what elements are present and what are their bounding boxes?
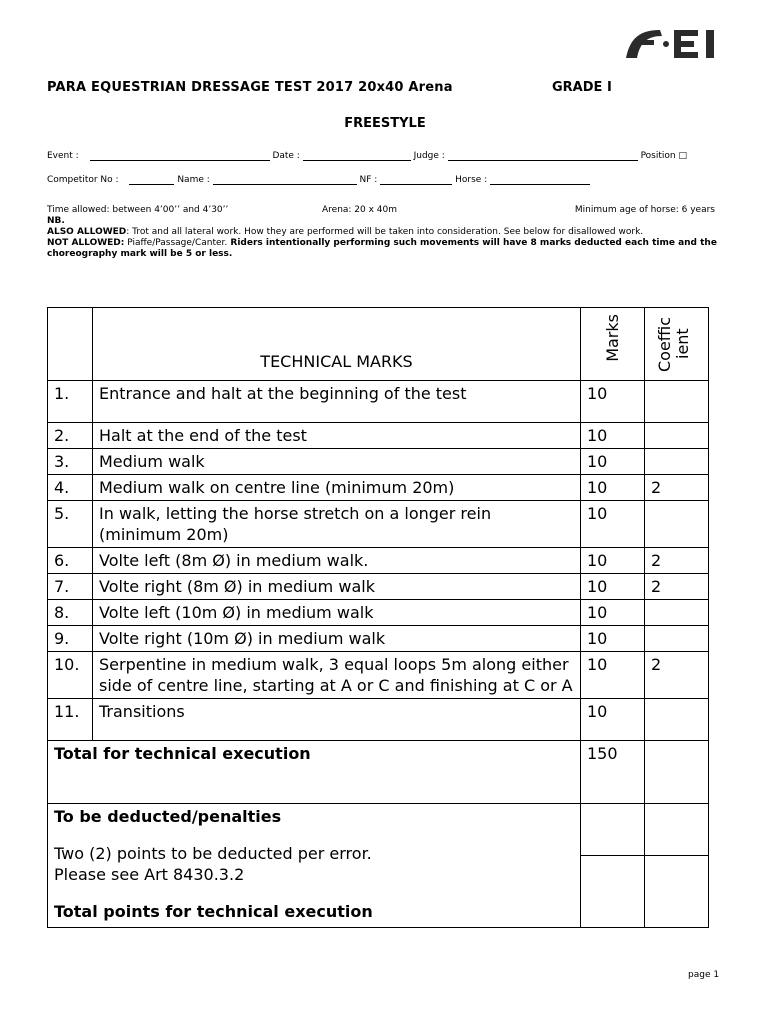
row-no: 5. bbox=[48, 501, 93, 548]
row-marks: 10 bbox=[581, 423, 645, 449]
row-movement: Serpentine in medium walk, 3 equal loops 5m along either side of centre line, starting at A or C and finishing at C or A bbox=[93, 652, 581, 699]
also-allowed bbox=[47, 227, 719, 238]
row-marks: 10 bbox=[581, 449, 645, 475]
row-marks: 10 bbox=[581, 699, 645, 741]
row-coeff: 2 bbox=[645, 475, 709, 501]
row-marks: 10 bbox=[581, 548, 645, 574]
row-marks: 10 bbox=[581, 381, 645, 423]
time-allowed: Time allowed: between 4’00’’ and 4’30’’ bbox=[47, 205, 229, 215]
info-block bbox=[47, 205, 719, 260]
deduct-text-1: Two (2) points to be deducted per error. bbox=[54, 844, 372, 863]
fei-logo bbox=[622, 24, 746, 66]
row-movement: Volte left (10m Ø) in medium walk bbox=[93, 600, 581, 626]
also-allowed-label: ALSO ALLOWED bbox=[47, 227, 127, 237]
not-allowed bbox=[47, 238, 719, 260]
table-row bbox=[48, 652, 709, 699]
horse-label: Horse : bbox=[455, 175, 488, 185]
row-movement: Volte right (10m Ø) in medium walk bbox=[93, 626, 581, 652]
grade-label: GRADE I bbox=[552, 80, 612, 95]
technical-marks-table bbox=[47, 307, 709, 928]
row-marks: 10 bbox=[581, 574, 645, 600]
deduction-cell bbox=[48, 804, 581, 928]
table-row bbox=[48, 699, 709, 741]
row-movement: Halt at the end of the test bbox=[93, 423, 581, 449]
row-coeff bbox=[645, 699, 709, 741]
row-movement: Entrance and halt at the beginning of the test bbox=[93, 381, 581, 423]
row-no: 11. bbox=[48, 699, 93, 741]
row-coeff: 2 bbox=[645, 574, 709, 600]
row-no: 1. bbox=[48, 381, 93, 423]
position-label: Position □ bbox=[640, 151, 687, 161]
deduct-label: To be deducted/penalties bbox=[54, 807, 282, 826]
table-row bbox=[48, 449, 709, 475]
row-coeff bbox=[645, 449, 709, 475]
row-no: 9. bbox=[48, 626, 93, 652]
min-age: Minimum age of horse: 6 years bbox=[574, 205, 715, 215]
table-row bbox=[48, 381, 709, 423]
header-coeff: Coeffic ient bbox=[654, 316, 692, 372]
deduction-row bbox=[48, 804, 709, 856]
row-coeff bbox=[645, 381, 709, 423]
competitor-label: Competitor No : bbox=[47, 175, 119, 185]
row-no: 7. bbox=[48, 574, 93, 600]
table-row bbox=[48, 501, 709, 548]
freestyle-heading: FREESTYLE bbox=[344, 116, 426, 131]
row-no: 3. bbox=[48, 449, 93, 475]
row-movement: Volte left (8m Ø) in medium walk. bbox=[93, 548, 581, 574]
header-title: TECHNICAL MARKS bbox=[93, 308, 581, 381]
table-row bbox=[48, 574, 709, 600]
judge-field[interactable] bbox=[448, 151, 638, 161]
nf-field[interactable] bbox=[380, 175, 452, 185]
nf-label: NF : bbox=[359, 175, 378, 185]
judge-label: Judge : bbox=[413, 151, 445, 161]
total-points-label: Total points for technical execution bbox=[54, 902, 373, 921]
row-marks: 10 bbox=[581, 600, 645, 626]
row-no: 6. bbox=[48, 548, 93, 574]
table-row bbox=[48, 600, 709, 626]
name-field[interactable] bbox=[213, 175, 357, 185]
row-coeff bbox=[645, 626, 709, 652]
not-allowed-penalty: Riders intentionally performing such movements will have 8 marks deducted each time and the choreography mark will be 5 or less. bbox=[47, 238, 717, 259]
deduct-coeff-cell bbox=[645, 804, 709, 856]
not-allowed-label: NOT ALLOWED: bbox=[47, 238, 125, 248]
competitor-line bbox=[47, 175, 590, 185]
row-marks: 10 bbox=[581, 652, 645, 699]
arena-size: Arena: 20 x 40m bbox=[322, 205, 398, 215]
header-marks-cell bbox=[581, 308, 645, 381]
row-marks: 10 bbox=[581, 501, 645, 548]
header-coeff-cell bbox=[645, 308, 709, 381]
deduct-marks-cell[interactable] bbox=[581, 804, 645, 856]
row-coeff bbox=[645, 423, 709, 449]
date-field[interactable] bbox=[303, 151, 411, 161]
table-row bbox=[48, 423, 709, 449]
row-movement: Transitions bbox=[93, 699, 581, 741]
table-row bbox=[48, 626, 709, 652]
table-header-row bbox=[48, 308, 709, 381]
row-no: 8. bbox=[48, 600, 93, 626]
event-line bbox=[47, 151, 687, 161]
horse-field[interactable] bbox=[490, 175, 590, 185]
nb-label: NB. bbox=[47, 216, 65, 226]
total-points-coeff-cell bbox=[645, 856, 709, 928]
total-label: Total for technical execution bbox=[48, 741, 581, 804]
total-row bbox=[48, 741, 709, 804]
table-row bbox=[48, 548, 709, 574]
total-value: 150 bbox=[581, 741, 645, 804]
row-movement: Medium walk bbox=[93, 449, 581, 475]
event-label: Event : bbox=[47, 151, 79, 161]
header-no-cell bbox=[48, 308, 93, 381]
row-coeff: 2 bbox=[645, 548, 709, 574]
row-no: 2. bbox=[48, 423, 93, 449]
row-marks: 10 bbox=[581, 626, 645, 652]
date-label: Date : bbox=[272, 151, 300, 161]
also-allowed-text: : Trot and all lateral work. How they are performed will be taken into consideration. See below for disallowed work. bbox=[126, 227, 644, 237]
row-coeff bbox=[645, 501, 709, 548]
not-allowed-text: Piaffe/Passage/Canter. bbox=[124, 238, 228, 248]
total-coeff-cell bbox=[645, 741, 709, 804]
event-field[interactable] bbox=[90, 151, 270, 161]
row-coeff: 2 bbox=[645, 652, 709, 699]
page-number: page 1 bbox=[688, 970, 720, 980]
row-marks: 10 bbox=[581, 475, 645, 501]
row-no: 10. bbox=[48, 652, 93, 699]
row-movement: In walk, letting the horse stretch on a longer rein (minimum 20m) bbox=[93, 501, 581, 548]
row-movement: Medium walk on centre line (minimum 20m) bbox=[93, 475, 581, 501]
name-label: Name : bbox=[177, 175, 210, 185]
competitor-field[interactable] bbox=[129, 175, 174, 185]
test-title: PARA EQUESTRIAN DRESSAGE TEST 2017 20x40 Arena bbox=[47, 80, 453, 95]
header-marks: Marks bbox=[602, 314, 622, 362]
row-no: 4. bbox=[48, 475, 93, 501]
deduct-text-2: Please see Art 8430.3.2 bbox=[54, 865, 245, 884]
table-row bbox=[48, 475, 709, 501]
total-points-marks-cell[interactable] bbox=[581, 856, 645, 928]
row-coeff bbox=[645, 600, 709, 626]
row-movement: Volte right (8m Ø) in medium walk bbox=[93, 574, 581, 600]
